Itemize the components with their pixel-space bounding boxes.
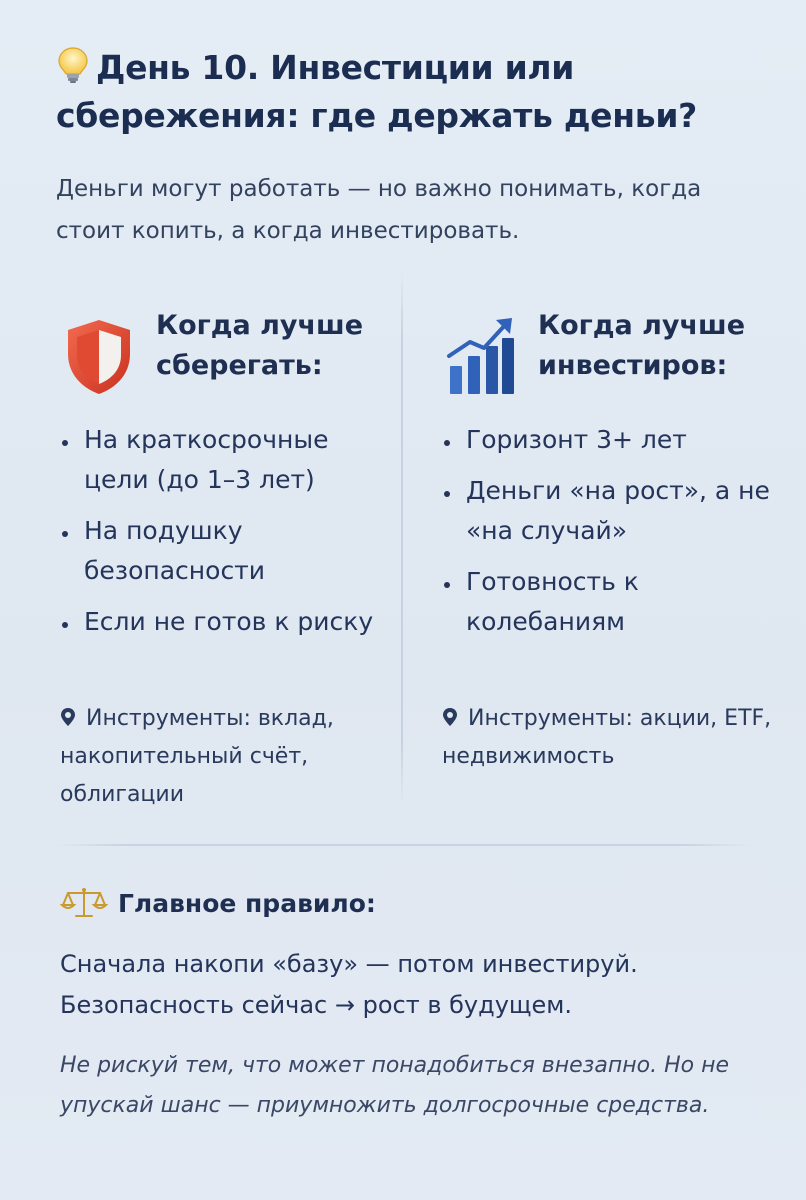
lightbulb-icon [56,45,90,85]
invest-list [442,420,772,653]
growth-chart-icon [446,316,518,396]
rule-note: Не рискуй тем, что может понадобиться внезапно. Но не упускай шанс — приумножить долгосрочные средства. [60,1053,729,1118]
list-item: Готовность к колебаниям [442,562,772,642]
invest-column-title: Когда лучше инвестиров: [538,310,746,381]
section-divider [56,844,752,846]
rule-title: Главное правило: [118,889,376,918]
rule-text: Сначала накопи «базу» — потом инвестируй. Безопасность сейчас → рост в будущем. [60,950,638,1019]
column-divider [401,272,403,806]
list-item: Если не готов к риску [60,602,390,642]
save-tools-text: Инструменты: вклад, накопительный счёт, облигации [60,706,334,807]
save-tools [60,700,390,814]
subtitle: Деньги могут работать — но важно понимать, когда стоит копить, а когда инвестировать. [56,176,702,244]
invest-tools-text: Инструменты: акции, ETF, недвижимость [442,706,772,769]
list-item: На подушку безопасности [60,511,390,591]
list-item: Горизонт 3+ лет [442,420,772,460]
title-text: День 10. Инвестиции или сбережения: где держать деньи? [56,48,697,135]
page-title [56,44,776,140]
scales-icon [60,886,108,920]
list-item: Деньги «на рост», а не «на случай» [442,471,772,551]
save-list [60,420,390,653]
rule-heading [60,884,376,924]
save-column-title: Когда лучше сберегать: [156,310,364,381]
invest-tools [442,700,772,776]
shield-icon [64,318,134,396]
pin-icon [442,707,458,727]
pin-icon [60,707,76,727]
list-item: На краткосрочные цели (до 1–3 лет) [60,420,390,500]
